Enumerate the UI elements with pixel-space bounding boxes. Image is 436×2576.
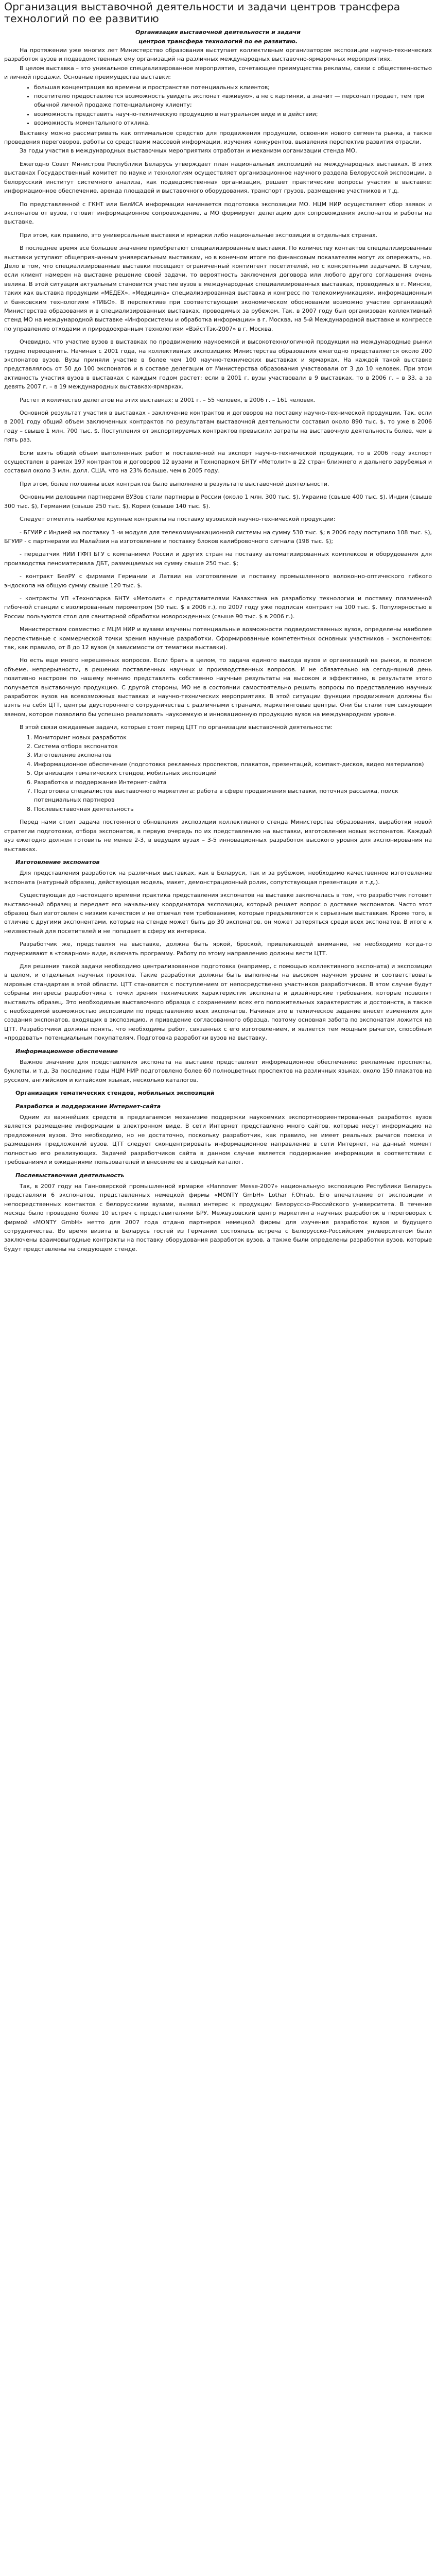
body-paragraph: В последнее время все большее значение приобретают специализированные выставки. По количеству контактов специализированные выставки уступают общепризнанным универсальным выставкам, но в конечном итоге по финансовым показателям могут их опережать, но. Дело в том, что специализированные выставки посещают ограниченный контингент посетителей, но с конкретными задачами. В случае, если клиент намерен на выставке решение своей задачи, то вероятность заключения договора или любого другого соглашения очень велика. В этой ситуации актуальным становится участие вузов в международных специализированных выставках, проводимых в г. Минске, таких как выставка продукции «МЕДЕХ», «Медицина» специализированная выставка и конгресс по телекоммуникациям, информационным и банковским технологиям «ТИБО». В перспективе при соответствующем экономическом обосновании возможно участие организаций Министерства образования и в специализированных выставках, проводимых за рубежом. Так, в 2007 году был организован коллективный стенд МО на международной выставке «Инфорсистемы и обработка информации» в г. Москва, на 5-й Международной выставке и конгрессе по управлению отходами и природоохранным технологиям «ВэйстТэк-2007» в г. Москва. xyxy=(4,245,432,332)
body-paragraph: В этой связи ожидаемые задачи, которые стоят перед ЦТТ по организации выставочной деятельности: xyxy=(20,724,333,731)
body-paragraph: За годы участия в международных выставочных мероприятиях отработан и механизм организации стенда МО. xyxy=(20,147,357,155)
contract-example: - контракт БелРУ с фирмами Германии и Латвии на изготовление и поставку промышленного волоконно-оптического гибкого эндоскопа на общую сумму свыше 120 тыс. $. xyxy=(4,573,432,589)
body-paragraph: Для представления разработок на различных выставках, как в Беларуси, так и за рубежом, необходимо качественное изготовление экспоната (натурный образец, действующая модель, макет, демонстрационный ролик, сопутствующая презентация и т.д.). xyxy=(4,870,432,886)
task-item: 8. Послевыставочная деятельность xyxy=(34,805,432,814)
section-heading-stands: Организация тематических стендов, мобильных экспозиций xyxy=(15,1090,215,1097)
body-paragraph: Так, в 2007 году на Ганноверской промышленной ярмарке «Hannover Messe-2007» национальную экспозицию Республики Беларусь представляли 6 экспонатов, представленных немецкой фирмы «MONTY GmbH» Lothar F.Ohrab. Его впечатление от экспозиции и непосредственных контактов с белорусскими вузами, вызвал интерес к продукции Белорусско-Российского университета. В течение месяца было проведено более 10 встреч с представителями БРУ. Межвузовский центр маркетинга научных разработок в переговорах с фирмой «MONTY GmbH» нетто для 2007 года отдано партнеров немецкой фирмы для изучения разработок вузов и будущего сотрудничества. Во время визита в Беларусь гостей из Германии состоялась встреча с Белорусско-Российским университетом были заключены взаимовыгодные контракты на поставку оборудования разработок вузов, а также были определены разработки вузов, которые будут представлены на следующем стенде. xyxy=(4,1182,432,1252)
advantages-list xyxy=(4,83,432,128)
task-item: 7. Подготовка специалистов выставочного маркетинга: работа в сфере продвижения выставки, поточная рассылка, поиск потенциальных партнеров xyxy=(34,787,432,805)
contract-example: - контракты УП «Технопарка БНТУ «Метолит» с представителями Казахстана на разработку технологии и поставку плазменной гибочной станции с изолированным пирометром (50 тыс. $ в 2006 г.), по 2007 году уже подписан контракт на 100 тыс. $. Популярностью в России пользуются стол для санитарной обработки новорожденных (свыше 90 тыс. $ в 2006 г.). xyxy=(4,595,432,620)
body-paragraph: Перед нами стоит задача постоянного обновления экспозиции коллективного стенда Министерства образования, выработки новой стратегии подготовки, отбора экспонатов, в первую очередь по их представлению на выставки, изготовления новых экспонатов. Каждый вуз ежегодно должен готовить не менее 2-3, в ведущих вузах – 3-5 инновационных разработок высокого уровня для экспонирования на выставках. xyxy=(4,819,432,853)
task-item: 4. Информационное обеспечение (подготовка рекламных проспектов, плакатов, презентаций, компакт-дисков, видео материалов) xyxy=(34,760,432,769)
body-paragraph: Одним из важнейших средств в предлагаемом механизме поддержки наукоемких экспортноориентированных разработок вузов является размещение информации в электронном виде. В сети Интернет представлено много сайтов, которые несут информацию на предложения вузов. Это необходимо, но не достаточно, поскольку разработчик, как правило, не имеет реальных рычагов поиска и размещения предложений вузов. ЦТТ следует сконцентрировать информационное направление в сети Интернет, на данный момент полностью его реализующих. Задачей разработчиков сайта в данном случае является поддержание информации в соответствии с требованиями и ожиданиями пользователей и внесение ее в сводный каталог. xyxy=(4,1114,432,1166)
contract-example: - передатчик НИИ ПФП БГУ с компаниями России и других стран на поставку автоматизированных комплексов и оборудования для производства пеноматериала ДБТ, размещаемых на сумму свыше 250 тыс. $; xyxy=(4,551,432,567)
advantage-item: • возможность представить научно-техническую продукцию в натуральном виде и в действии; xyxy=(34,110,432,118)
advantage-item: • возможность моментального отклика. xyxy=(34,118,432,127)
subtitle-line-2: центров трансфера технологий по ее развитию. xyxy=(138,38,298,45)
task-item: 2. Система отбора экспонатов xyxy=(34,742,432,751)
body-paragraph: Существующая до настоящего времени практика представления экспонатов на выставке заключалась в том, что разработчик готовит выставочный образец и передает его начальнику координатора экспозиции, который решает вопрос о доставке экспонатов. Часто этот образец был изготовлен с низким качеством и не отвечал тем требованиям, которые предъявляются к серьезным выставкам. Кроме того, в отличие с другими экспонентами, которые на стенде может быть до 30 экспонатов, он может затеряться среди всех экспонатов. В итоге к неизвестный для посетителей и не попадает в сферу их интереса. xyxy=(4,892,432,935)
section-heading-exhibits: Изготовление экспонатов xyxy=(15,858,100,866)
body-paragraph: По представленной с ГКНТ или БелИСА информации начинается подготовка экспозиции МО. НЦМ НИР осуществляет сбор заявок и экспонатов от вузов, готовит информационное сопровождение, а МО формирует делегацию для сопровождения экспонатов и работы на выставке. xyxy=(4,200,432,226)
section-heading-post: Послевыставочная деятельность xyxy=(15,1172,125,1179)
body-paragraph: Выставку можно рассматривать как оптимальное средство для продвижения продукции, освоения нового сегмента рынка, а также проведения переговоров, работы со средствами массовой информации, изучения конкурентов, выявления перспектив развития отрасли. xyxy=(4,129,432,146)
body-paragraph: При этом, более половины всех контрактов было выполнено в результате выставочной деятельности. xyxy=(20,480,329,487)
task-item: 6. Разработка и поддержание Интернет-сайта xyxy=(34,778,432,787)
task-item: 3. Изготовление экспонатов xyxy=(34,751,432,759)
body-paragraph: Важное значение для представления экспоната на выставке представляет информационное обеспечение: рекламные проспекты, буклеты, и т.д. За последние годы НЦМ НИР подготовлено более 60 полноцветных проспектов на различных языках, около 150 плакатов на русском, английском и китайском языках, несколько каталогов. xyxy=(4,1059,432,1083)
section-heading-site: Разработка и поддержание Интернет-сайта xyxy=(15,1103,161,1110)
body-paragraph: Министерством совместно с МЦМ НИР и вузами изучены потенциальные возможности подведомственных вузов, определены наиболее перспективные с коммерческой точки зрения научные разработки. Сформированные компетентных основных участников – экспонентов: так, как правило, от 8 до 12 вузов (в зависимости от тематики выставки). xyxy=(4,626,432,651)
task-item: 5. Организация тематических стендов, мобильных экспозиций xyxy=(34,769,432,777)
body-paragraph: Очевидно, что участие вузов в выставках по продвижению наукоемкой и высокотехнологичной продукции на международные рынки трудно переоценить. Начиная с 2001 года, на коллективных экспозициях Министерства образования ежегодно представляется около 200 экспонатов вузов. Вузы приняли участие в более чем 100 научно-технических выставках и ярмарках. На каждой такой выставке представлялось от 50 до 100 экспонатов и в составе делегации от Министерства образования участвовали от 3 до 10 человек. При этом активность участия вузов в выставках с каждым годом растет: если в 2001 г. вузы участвовали в 9 выставках, то в 2006 г. – в 33, а за девять 2007 г. – в 19 международных выставках-ярмарках. xyxy=(4,338,432,391)
body-paragraph: Если взять общий объем выполненных работ и поставленной на экспорт научно-технической продукции, то в 2006 году экспорт осуществлен в рамках 197 контрактов и договоров 12 вузами и Технопарком БНТУ «Метолит» в 22 стран ближнего и дальнего зарубежья и составил около 3 млн. долл. США, что на 23% больше, чем в 2005 году. xyxy=(4,449,432,474)
body-paragraph: Растет и количество делегатов на этих выставках: в 2001 г. – 55 человек, в 2006 г. – 161 человек. xyxy=(20,396,316,403)
body-paragraph: Для решения такой задачи необходимо централизованное подготовка (например, с помощью коллективного экспоната) и экспозиции в целом, и отдельных научных проектов. Такие разработки должны быть выполнены на высоком научном уровне и соответствовать мировым стандартам в этой области. ЦТТ становится с поступлением от непосредственно участников разработчиков. В этом случае будут собраны интересы разработчика с точки зрения технических характеристик экспоната и дизайнерские требования, которые позволят выставить образец. Это необходимым выставочного образца с сохранением всех его положительных характеристик и достоинств, а также с необходимой возможностью экспозиции по представлению всех экспонатов. Начиная это в техническое задание внесёт изменения для создания экспонатов, входящих в экспозицию, и приведение согласованного образца, поэтому основная забота по экспонатам ложится на ЦТТ. Разработчики должны понять, что необходимы работ, связанных с его изготовлением, и является тем мощным рычагом, способным «продавать» потенциальным покупателям. Подготовка разработки вузов на выставку. xyxy=(4,962,432,1042)
advantage-item: • посетителю предоставляется возможность увидеть экспонат «вживую», а не с картинки, а значит — персонал продает, тем при обычной личной продаже потенциальному клиенту; xyxy=(34,92,432,110)
page-title: Организация выставочной деятельности и задачи центров трансфера технологий по ее развитию xyxy=(4,1,400,25)
intro-paragraph-1: На протяжении уже многих лет Министерство образования выступает коллективным организатором экспозиции научно-технических разработок вузов и подведомственных ему организаций на различных международных выставочно-ярмарочных мероприятиях. xyxy=(4,47,432,63)
partners-paragraph: Основными деловыми партнерами ВУЗов стали партнеры в России (около 1 млн. 300 тыс. $), Украине (свыше 400 тыс. $), Индии (свыше 300 тыс. $), Германии (свыше 250 тыс. $), Кореи (свыше 140 тыс. $). xyxy=(4,494,432,510)
examples-intro-paragraph: Следует отметить наиболее крупные контракты на поставку вузовской научно-технической продукции: xyxy=(20,516,336,523)
body-paragraph: Но есть еще много нерешенных вопросов. Если брать в целом, то задача единого выхода вузов и организаций на рынки, в полном объеме, непрерывности, в решении поставленных научных и производственных вопросов. И не обязательно на сегодняшний день позитивно настроен по нашему мнению представлять собственно научные результаты на высоком и эффективно, в результате этого получается выставочную продукцию. С другой стороны, МО не в состоянии самостоятельно решить вопросы по представлению научных разработок вузов на всевозможных выставках и научно-технических мероприятиях. В этой ситуации функции продвижения должны бы взять на себя ЦТТ, центры двустороннего сотрудничества с различными странами, маркетинговые центры. Они бы стали тем связующим звеном, которое позволило бы успешно реализовать наукоемкую и инновационную продукцию вузов на международном уровне. xyxy=(4,657,432,718)
intro-paragraph-2: В целом выставка – это уникальное специализированное мероприятие, сочетающее преимущества рекламы, связи с общественностью и личной продажи. Основные преимущества выставки: xyxy=(4,64,432,81)
subtitle-line-1: Организация выставочной деятельности и задачи xyxy=(135,29,301,36)
advantage-item: • большая концентрация во времени и пространстве потенциальных клиентов; xyxy=(34,83,432,92)
tasks-list xyxy=(4,733,432,814)
section-heading-info: Информационное обеспечение xyxy=(15,1047,118,1055)
task-item: 1. Мониторинг новых разработок xyxy=(34,733,432,742)
contract-example: - БГУИР с Индией на поставку 3 -м модуля для телекоммуникационной системы на сумму 530 тыс. $; в 2006 году поступило 108 тыс. $), БГУИР - с партнерами из Малайзии на изготовление и поставку блоков калибровочного сигнала (198 тыс. $); xyxy=(4,529,432,545)
body-paragraph: Разработчик же, представляя на выставке, должна быть яркой, броской, привлекающей внимание, не необходимо когда-то подчеркивают в «товарном» виде, включать программу. Работу по этому направлению должны вести ЦТТ. xyxy=(4,941,432,957)
body-paragraph: Основной результат участия в выставках - заключение контрактов и договоров на поставку научно-технической продукции. Так, если в 2001 году общий объем заключенных контрактов по результатам выставочной деятельности составил около 890 тыс. $, то уже в 2006 году – свыше 1 млн. 700 тыс. $. Поступления от экспортируемых контрактов превысили затраты на выставочную деятельность более, чем в пять раз. xyxy=(4,410,432,444)
body-paragraph: При этом, как правило, это универсальные выставки и ярмарки либо национальные экспозиции в отдельных странах. xyxy=(20,231,378,239)
body-paragraph: Ежегодно Совет Министров Республики Беларусь утверждает план национальных экспозиций на международных выставках. В этих выставках Государственный комитет по науке и технологиям осуществляет организационное научного раздела Белорусской экспозиции, а белорусский институт системного анализа, как подведомственная организация, решает практические вопросы участия в выставке: информационное обеспечение, аренда площадей и выставочного оборудования, транспорт грузов, размещение участников и т.д. xyxy=(4,160,432,195)
